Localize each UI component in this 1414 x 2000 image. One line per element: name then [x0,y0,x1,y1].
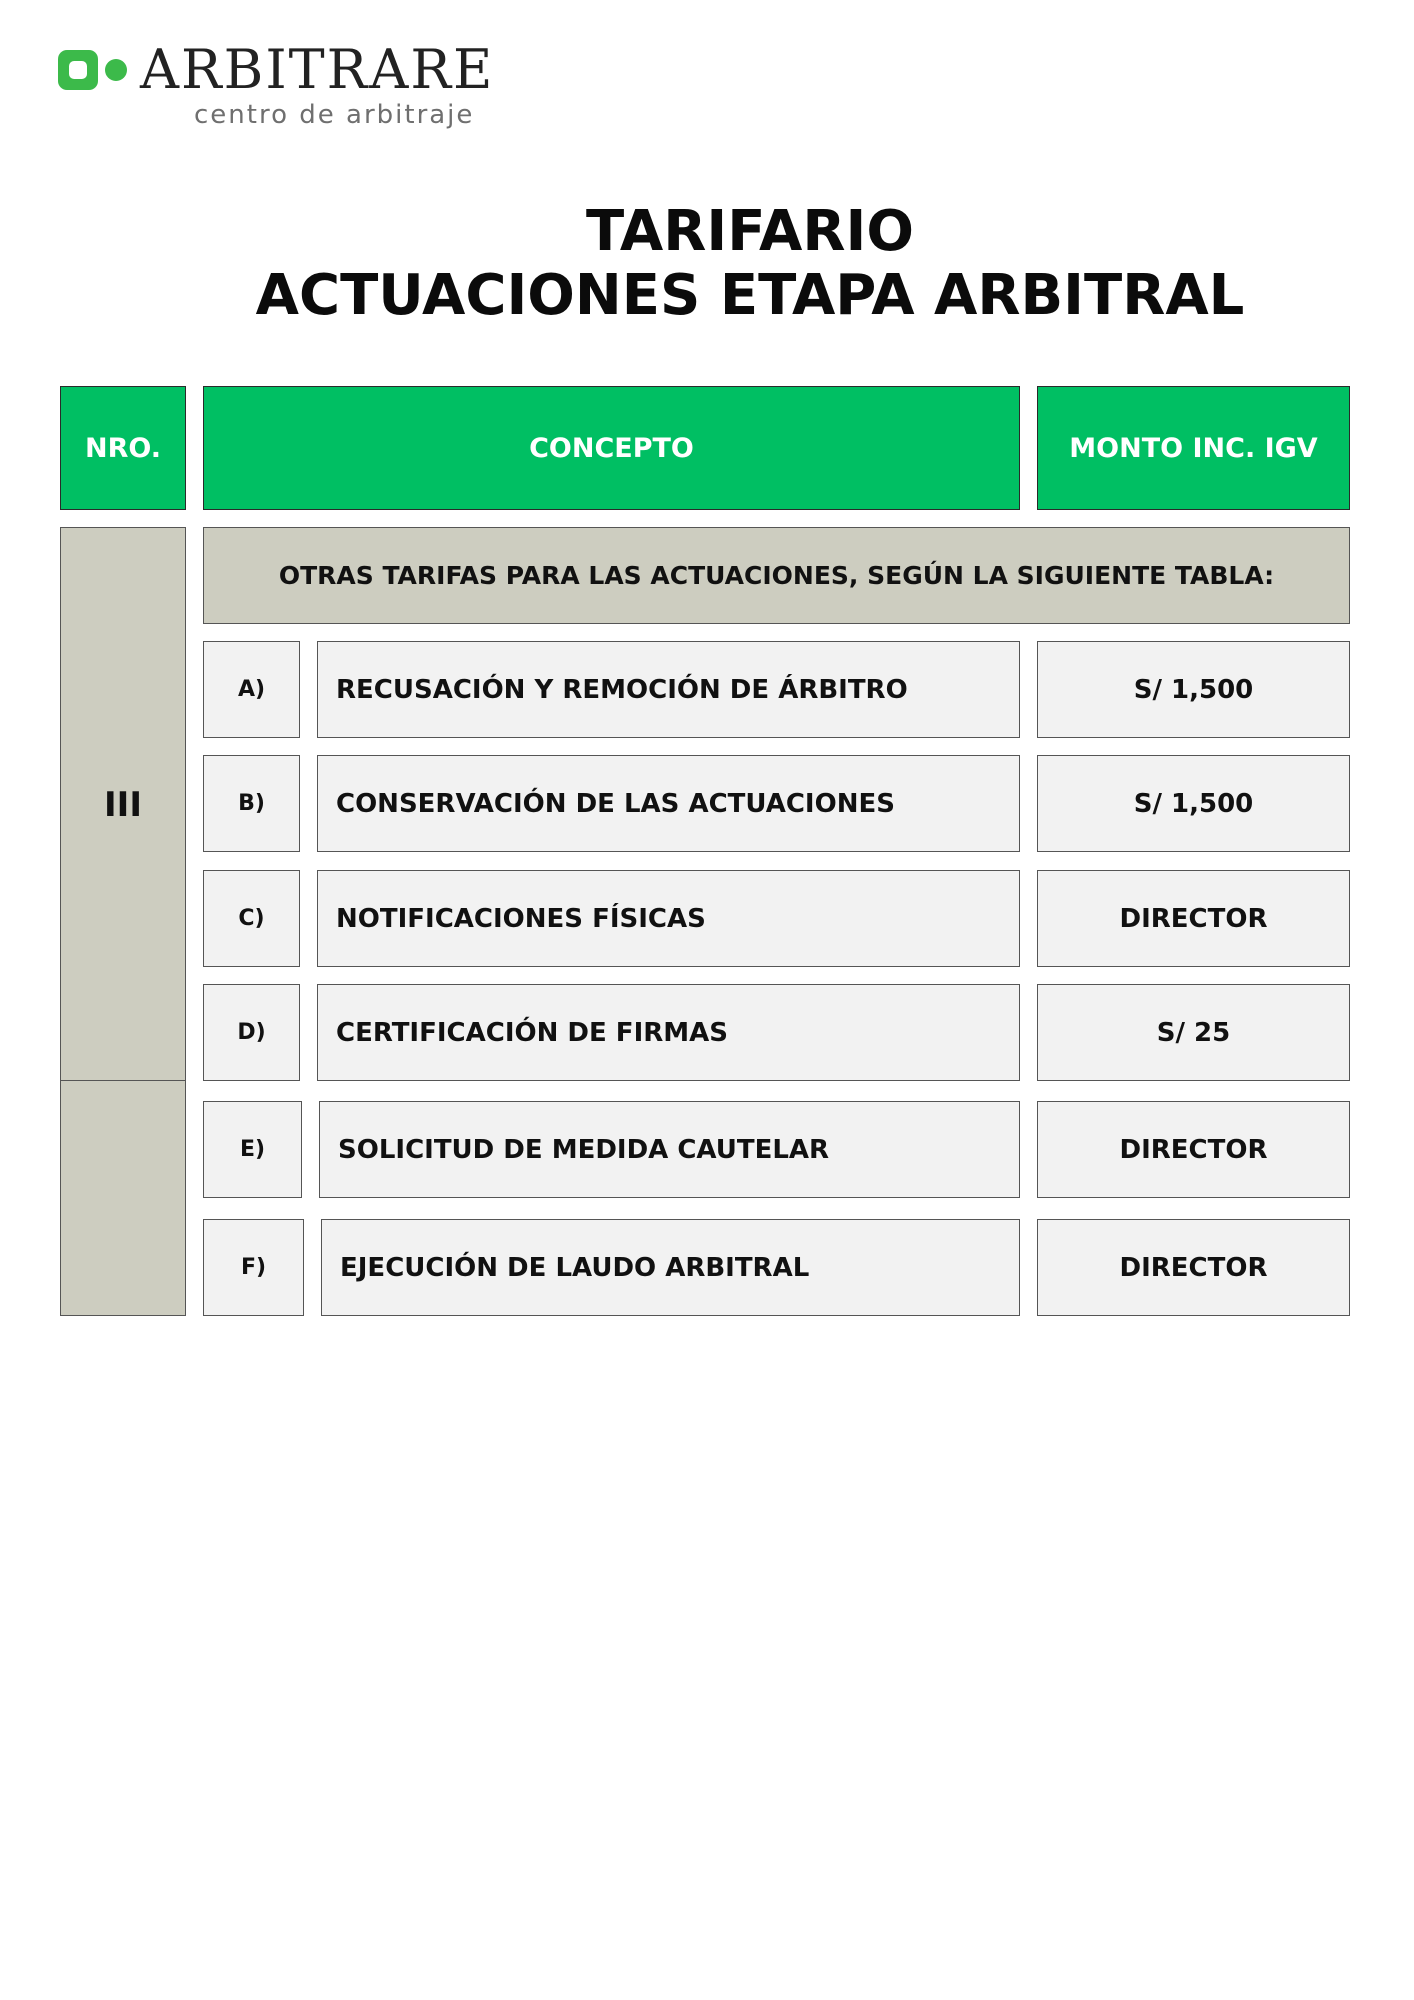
row-letter: D) [203,984,300,1081]
row-amount: S/ 25 [1037,984,1350,1081]
row-concept: CONSERVACIÓN DE LAS ACTUACIONES [317,755,1020,852]
row-concept: SOLICITUD DE MEDIDA CAUTELAR [319,1101,1020,1198]
row-concept: RECUSACIÓN Y REMOCIÓN DE ÁRBITRO [317,641,1020,738]
row-letter: B) [203,755,300,852]
row-amount: DIRECTOR [1037,1101,1350,1198]
header-monto: MONTO INC. IGV [1037,386,1350,510]
brand-name: ARBITRARE [140,38,495,101]
row-letter: A) [203,641,300,738]
row-amount: DIRECTOR [1037,870,1350,967]
row-concept: EJECUCIÓN DE LAUDO ARBITRAL [321,1219,1020,1316]
row-amount: S/ 1,500 [1037,755,1350,852]
section-number: III [60,527,186,1082]
row-letter: E) [203,1101,302,1198]
title-line-1: TARIFARIO [586,199,914,264]
section-title: OTRAS TARIFAS PARA LAS ACTUACIONES, SEGÚN LA SIGUIENTE TABLA: [203,527,1350,624]
row-amount: S/ 1,500 [1037,641,1350,738]
brand-tagline: centro de arbitraje [194,100,475,130]
header-nro: NRO. [60,386,186,510]
page-title [250,200,1250,328]
title-line-2: ACTUACIONES ETAPA ARBITRAL [255,263,1245,328]
row-amount: DIRECTOR [1037,1219,1350,1316]
row-concept: CERTIFICACIÓN DE FIRMAS [317,984,1020,1081]
logo-mark-icon [58,50,128,90]
row-letter: C) [203,870,300,967]
section-number-continued [60,1080,186,1316]
row-letter: F) [203,1219,304,1316]
row-concept: NOTIFICACIONES FÍSICAS [317,870,1020,967]
header-concepto: CONCEPTO [203,386,1020,510]
brand-logo [58,38,518,134]
